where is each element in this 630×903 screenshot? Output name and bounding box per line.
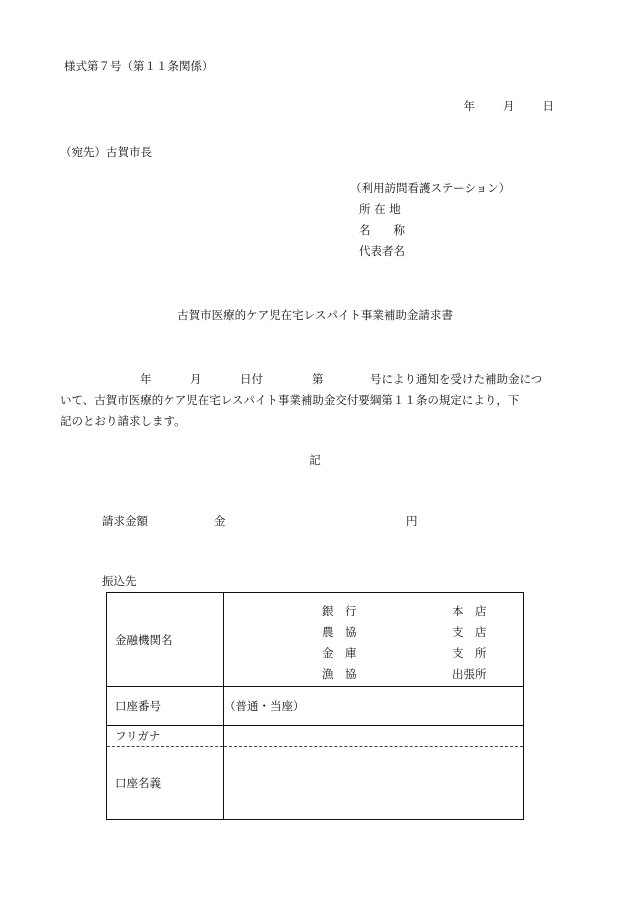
body-dated: 日付: [240, 372, 263, 386]
body-text: [60, 369, 565, 432]
institution-type-kinko: 金 庫: [322, 646, 357, 660]
branch-type-honten: 本 店: [452, 604, 487, 618]
amount-label: 請求金額: [102, 514, 148, 528]
applicant-group-label: （利用訪問看護ステーション）: [350, 181, 511, 195]
body-dai: 第: [312, 372, 324, 386]
form-number: 様式第７号（第１１条関係）: [64, 59, 214, 73]
date-year: 年: [463, 99, 475, 113]
representative-label: 代表者名: [359, 244, 405, 258]
institution-type-gyokyo: 漁 協: [322, 667, 357, 681]
institution-label: 金融機関名: [107, 593, 224, 687]
amount-kin: 金: [214, 514, 226, 528]
applicant-block: [350, 183, 510, 267]
branch-type-shuchosho: 出張所: [452, 667, 487, 681]
body-line-2: いて、古賀市医療的ケア児在宅レスパイト事業補助金交付要綱第１１条の規定により，下: [60, 393, 520, 407]
account-number-label: 口座番号: [107, 687, 224, 726]
furigana-label: フリガナ: [107, 726, 224, 747]
name-label: 名 称: [359, 223, 405, 237]
bank-table: [106, 592, 524, 820]
body-line-1: [60, 369, 565, 390]
account-name-value: [224, 747, 524, 820]
date-month: 月: [503, 99, 515, 113]
address-label: 所 在 地: [359, 202, 401, 216]
branch-type-shiten: 支 店: [452, 625, 487, 639]
body-year: 年: [140, 372, 152, 386]
institution-type-nokyo: 農 協: [322, 625, 357, 639]
institution-type-bank: 銀 行: [322, 604, 357, 618]
document-title: 古賀市医療的ケア児在宅レスパイト事業補助金請求書: [177, 308, 453, 322]
furigana-row: [107, 726, 524, 747]
furigana-value: [224, 726, 524, 747]
ki-heading: 記: [309, 453, 321, 467]
addressee: （宛先）古賀市長: [60, 145, 152, 159]
body-month: 月: [190, 372, 202, 386]
body-line-3: 記のとおり請求します。: [60, 414, 186, 428]
body-rest: 号により通知を受けた補助金につ: [370, 372, 543, 386]
date-line: [464, 101, 555, 113]
amount-yen: 円: [406, 514, 418, 528]
date-day: 日: [542, 99, 554, 113]
account-name-row: [107, 747, 524, 820]
account-number-row: [107, 687, 524, 726]
institution-row: [107, 593, 524, 687]
institution-value: [224, 593, 524, 687]
account-type: （普通・当座）: [224, 687, 524, 726]
account-name-label: 口座名義: [107, 747, 224, 820]
branch-type-shisho: 支 所: [452, 646, 487, 660]
transfer-label: 振込先: [102, 574, 137, 588]
